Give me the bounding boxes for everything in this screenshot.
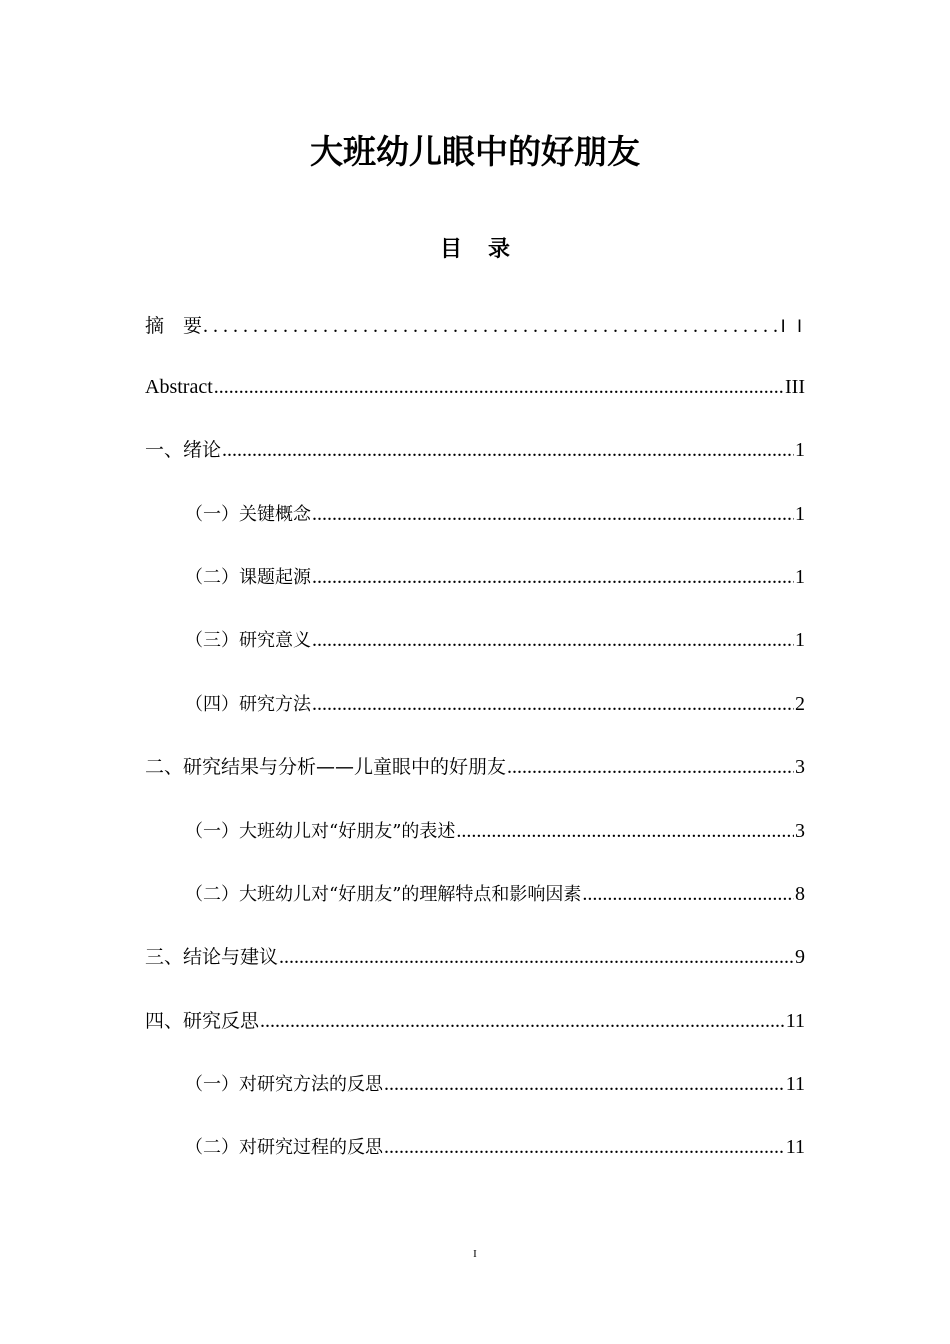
toc-entry-label: （三）研究意义 bbox=[185, 630, 311, 651]
toc-dot-leader bbox=[582, 879, 794, 909]
toc-page-number: I I bbox=[780, 317, 805, 337]
toc-dot-leader bbox=[456, 816, 794, 846]
toc-entry-label: Abstract bbox=[145, 376, 213, 398]
toc-entry-label: （一）对研究方法的反思 bbox=[185, 1074, 383, 1095]
toc-dot-leader bbox=[260, 1006, 785, 1036]
toc-page-number: 1 bbox=[795, 503, 805, 525]
toc-page-number: 1 bbox=[795, 566, 805, 588]
toc-entry-section-2-1[interactable] bbox=[185, 816, 805, 846]
toc-entry-label: （二）对研究过程的反思 bbox=[185, 1137, 383, 1158]
toc-entry-label: （一）关键概念 bbox=[185, 504, 311, 525]
toc-entry-abstract-cn[interactable] bbox=[145, 311, 805, 341]
toc-entry-label: 摘 要 bbox=[145, 315, 203, 337]
toc-entry-label: 一、绪论 bbox=[145, 439, 222, 461]
toc-page-number: 11 bbox=[785, 1136, 805, 1158]
toc-dot-leader bbox=[203, 311, 780, 341]
toc-page-number: III bbox=[785, 376, 805, 398]
toc-dot-leader bbox=[384, 1069, 785, 1099]
toc-heading: 目录 bbox=[439, 237, 536, 262]
toc-dot-leader bbox=[312, 562, 794, 592]
toc-entry-chapter-4[interactable] bbox=[145, 1006, 805, 1036]
toc-page-number: 3 bbox=[795, 756, 805, 778]
toc-dot-leader bbox=[384, 1132, 785, 1162]
document-title: 大班幼儿眼中的好朋友 bbox=[310, 132, 640, 171]
toc-page-number: 3 bbox=[795, 820, 805, 842]
toc-page-number: 8 bbox=[795, 883, 805, 905]
toc-entry-section-1-4[interactable] bbox=[185, 689, 805, 719]
toc-entry-section-4-2[interactable] bbox=[185, 1132, 805, 1162]
toc-page-number: 1 bbox=[795, 629, 805, 651]
toc-dot-leader bbox=[312, 689, 794, 719]
toc-dot-leader bbox=[279, 942, 794, 972]
toc-entry-abstract-en[interactable] bbox=[145, 372, 805, 402]
toc-entry-chapter-3[interactable] bbox=[145, 942, 805, 972]
toc-dot-leader bbox=[214, 372, 784, 402]
toc-entry-label: （四）研究方法 bbox=[185, 694, 311, 715]
toc-entry-label: 三、结论与建议 bbox=[145, 946, 279, 968]
toc-dot-leader bbox=[222, 435, 794, 465]
toc-entry-chapter-2[interactable] bbox=[145, 752, 805, 782]
toc-entry-label: （一）大班幼儿对“好朋友”的表述 bbox=[185, 821, 456, 842]
toc-entry-label: （二）课题起源 bbox=[185, 567, 311, 588]
toc-page-number: 11 bbox=[785, 1073, 805, 1095]
toc-entry-label: 四、研究反思 bbox=[145, 1010, 260, 1032]
toc-dot-leader bbox=[507, 752, 794, 782]
toc-entry-section-1-2[interactable] bbox=[185, 562, 805, 592]
toc-entry-chapter-1[interactable] bbox=[145, 435, 805, 465]
toc-entry-section-4-1[interactable] bbox=[185, 1069, 805, 1099]
toc-entry-section-1-3[interactable] bbox=[185, 625, 805, 655]
toc-entry-label: （二）大班幼儿对“好朋友”的理解特点和影响因素 bbox=[185, 884, 582, 905]
toc-page-number: 2 bbox=[795, 693, 805, 715]
toc-dot-leader bbox=[312, 625, 794, 655]
toc-page-number: 11 bbox=[785, 1010, 805, 1032]
page-number-footer: I bbox=[473, 1248, 477, 1260]
toc-entry-section-1-1[interactable] bbox=[185, 499, 805, 529]
toc-dot-leader bbox=[312, 499, 794, 529]
toc-page-number: 9 bbox=[795, 946, 805, 968]
toc-page-number: 1 bbox=[795, 439, 805, 461]
toc-entry-section-2-2[interactable] bbox=[185, 879, 805, 909]
toc-entry-label: 二、研究结果与分析——儿童眼中的好朋友 bbox=[145, 756, 507, 778]
